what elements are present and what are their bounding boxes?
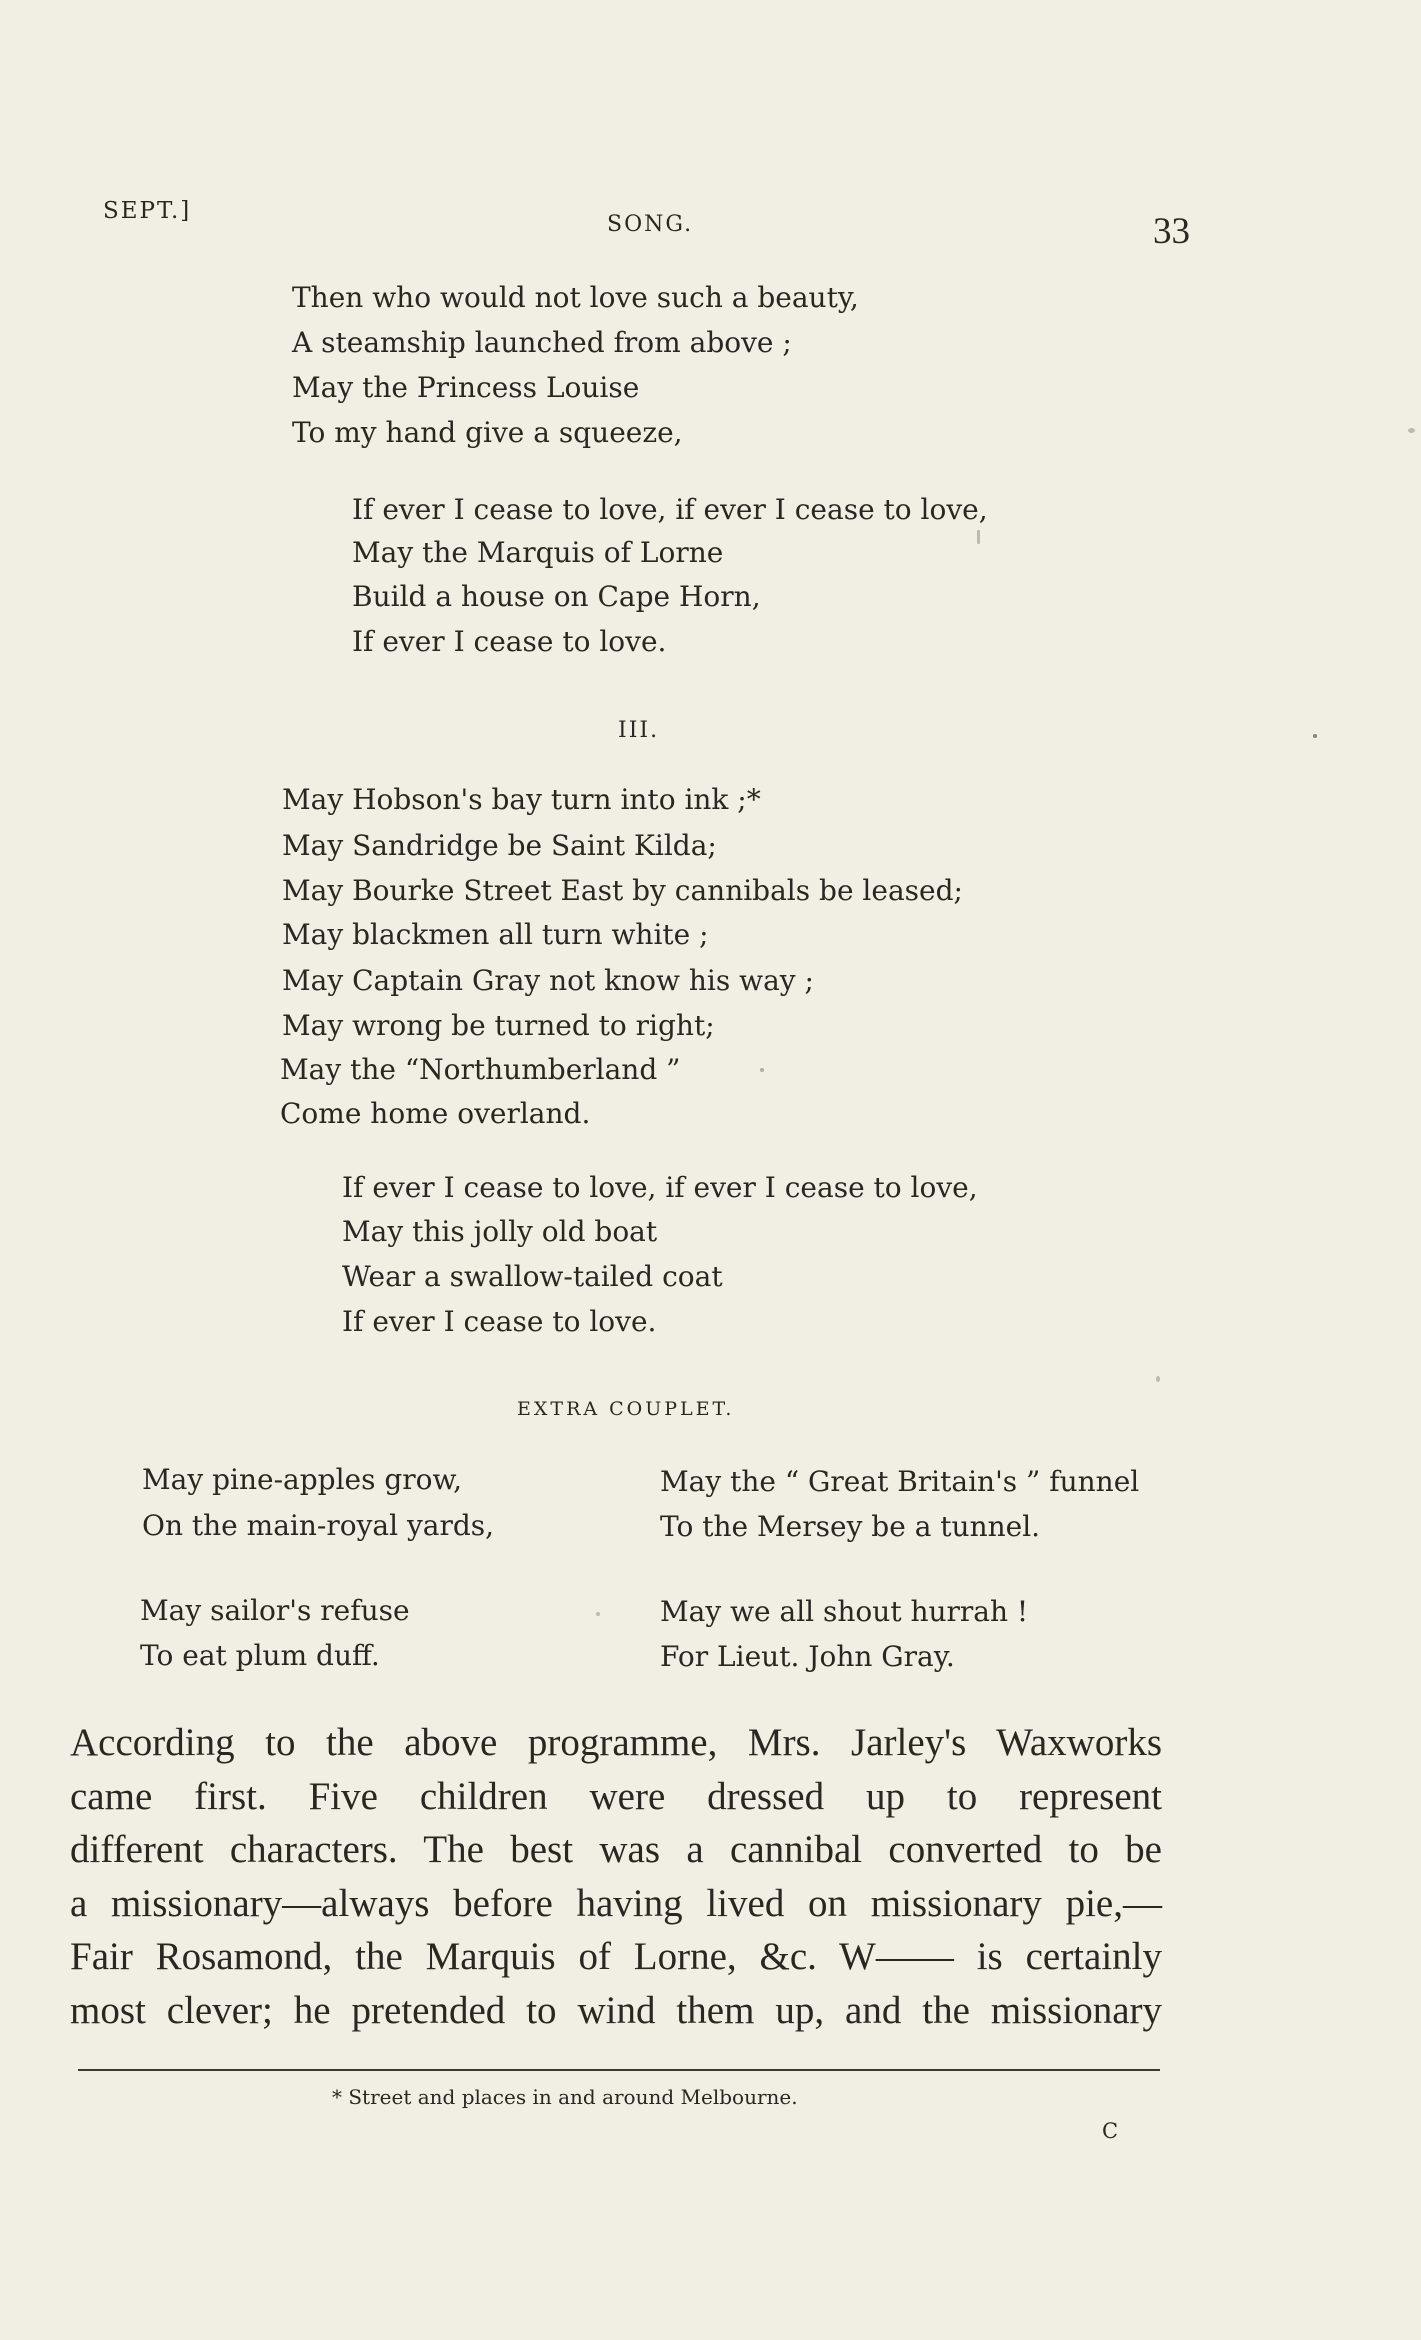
page-number: 33 xyxy=(1153,211,1190,252)
chorus-line: May this jolly old boat xyxy=(342,1215,658,1248)
prose-line: According to the above programme, Mrs. Jarley's Waxworks xyxy=(70,1721,1162,1764)
chorus-line: May the Marquis of Lorne xyxy=(352,536,724,569)
verse-line: To my hand give a squeeze, xyxy=(292,416,683,449)
couplet-line: May sailor's refuse xyxy=(140,1594,410,1627)
paper-speck xyxy=(1408,428,1415,433)
chorus-line: If ever I cease to love, if ever I cease to love, xyxy=(342,1171,978,1204)
chorus-line: If ever I cease to love, if ever I cease to love, xyxy=(352,493,988,526)
paper-speck xyxy=(1313,734,1317,738)
couplet-line: To the Mersey be a tunnel. xyxy=(660,1510,1041,1543)
signature-mark: C xyxy=(1102,2119,1119,2143)
verse-line: May Hobson's bay turn into ink ;* xyxy=(282,783,761,816)
stanza-number: III. xyxy=(618,718,660,743)
chorus-line: Build a house on Cape Horn, xyxy=(352,580,761,613)
prose-line: most clever; he pretended to wind them up, and the missionary xyxy=(70,1989,1162,2032)
paper-speck xyxy=(596,1612,600,1616)
verse-line: May wrong be turned to right; xyxy=(282,1009,715,1042)
running-head-title: SONG. xyxy=(607,212,694,237)
verse-line: Come home overland. xyxy=(280,1097,591,1130)
verse-line: A steamship launched from above ; xyxy=(292,326,792,359)
chorus-line: If ever I cease to love. xyxy=(352,625,667,658)
footnote: * Street and places in and around Melbourne. xyxy=(332,2085,798,2109)
verse-line: May the Princess Louise xyxy=(292,371,640,404)
couplet-line: May we all shout hurrah ! xyxy=(660,1595,1029,1628)
couplet-line: To eat plum duff. xyxy=(140,1639,380,1672)
verse-line: Then who would not love such a beauty, xyxy=(292,281,859,314)
couplet-line: May the “ Great Britain's ” funnel xyxy=(660,1465,1140,1498)
verse-line: May blackmen all turn white ; xyxy=(282,918,709,951)
couplet-line: For Lieut. John Gray. xyxy=(660,1640,955,1673)
prose-line: came first. Five children were dressed up to represent xyxy=(70,1775,1162,1818)
extra-couplet-heading: EXTRA COUPLET. xyxy=(517,1398,735,1420)
footnote-divider xyxy=(78,2069,1160,2071)
prose-line: different characters. The best was a cannibal converted to be xyxy=(70,1828,1162,1871)
paper-speck xyxy=(1156,1376,1160,1382)
verse-line: May the “Northumberland ” xyxy=(280,1053,681,1086)
paper-speck xyxy=(760,1068,764,1072)
couplet-line: On the main-royal yards, xyxy=(142,1509,495,1542)
chorus-line: If ever I cease to love. xyxy=(342,1305,657,1338)
verse-line: May Sandridge be Saint Kilda; xyxy=(282,829,717,862)
verse-line: May Bourke Street East by cannibals be leased; xyxy=(282,874,963,907)
paper-speck xyxy=(977,530,980,544)
couplet-line: May pine-apples grow, xyxy=(142,1463,463,1496)
chorus-line: Wear a swallow-tailed coat xyxy=(342,1260,723,1293)
verse-line: May Captain Gray not know his way ; xyxy=(282,964,814,997)
running-head-left: SEPT.] xyxy=(103,198,192,224)
prose-line: Fair Rosamond, the Marquis of Lorne, &c. W—— is certainly xyxy=(70,1935,1162,1978)
prose-line: a missionary—always before having lived on missionary pie,— xyxy=(70,1882,1162,1925)
